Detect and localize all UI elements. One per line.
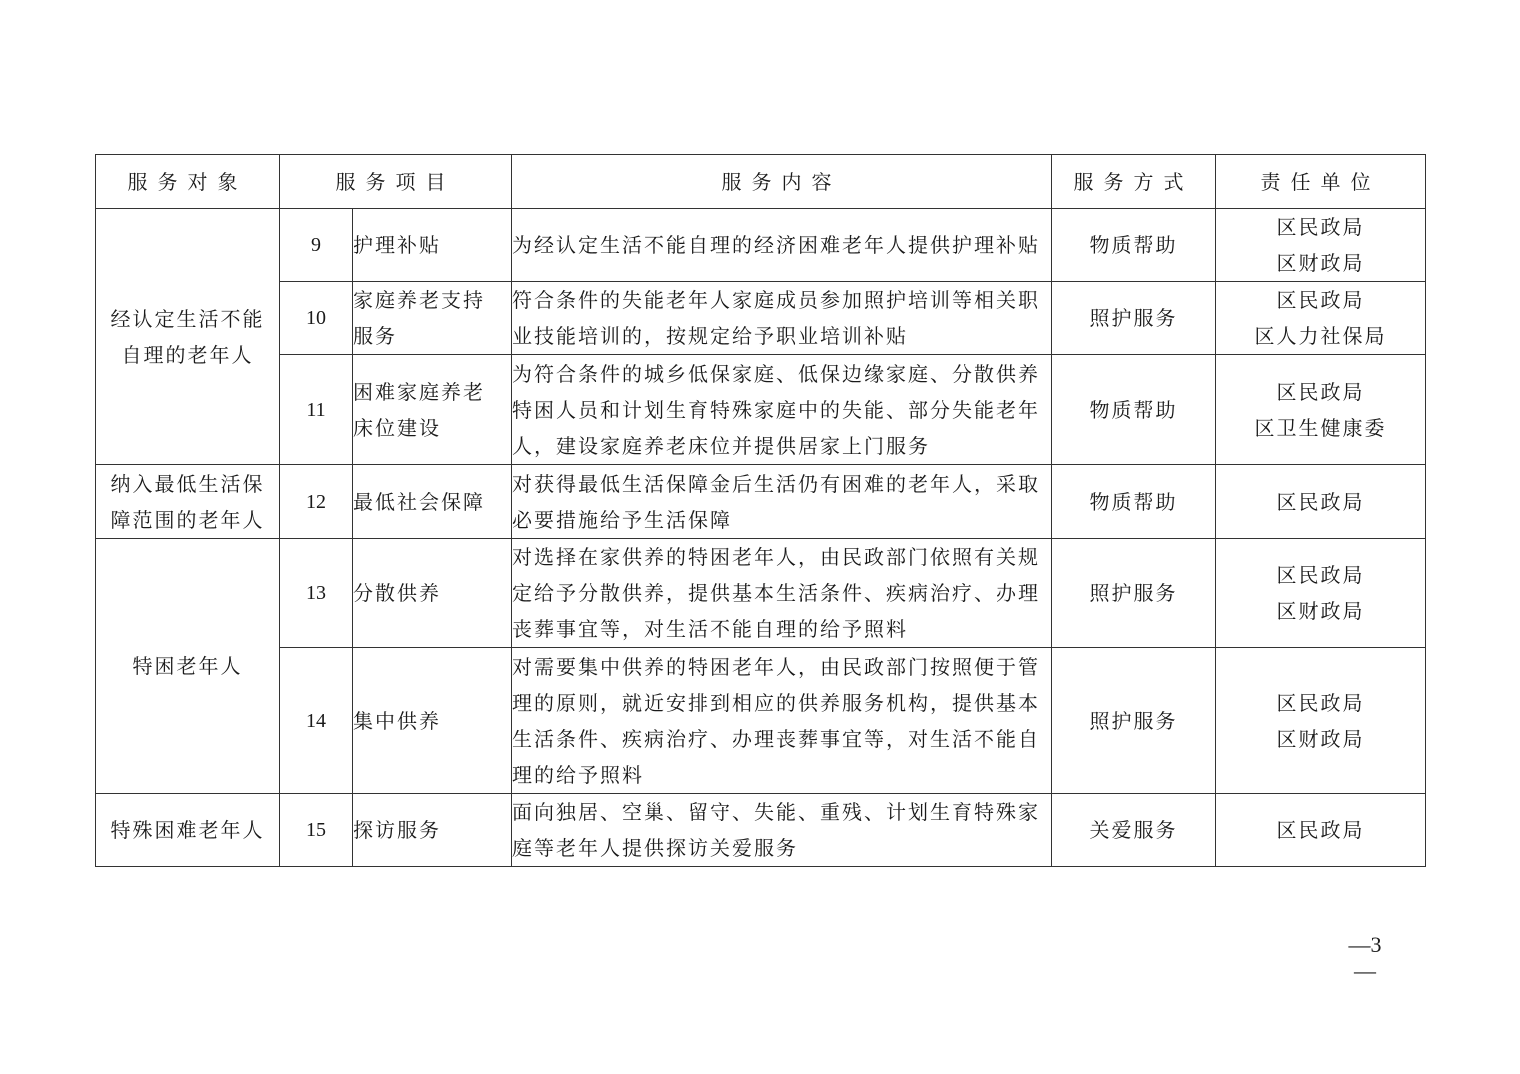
row-number: 14 [280,648,353,794]
table-row [96,465,1426,539]
service-content-cell: 对需要集中供养的特困老年人，由民政部门按照便于管 理的原则，就近安排到相应的供养服务机构，提供基本 生活条件、疾病治疗、办理丧葬事宜等，对生活不能自 理的给予照料 [512,648,1052,794]
service-object-cell: 纳入最低生活保 障范围的老年人 [96,465,280,539]
header-service-item: 服务项目 [280,155,512,209]
service-item-cell: 分散供养 [353,539,512,648]
service-object-cell: 特殊困难老年人 [96,794,280,867]
service-object-cell: 经认定生活不能 自理的老年人 [96,209,280,465]
service-method-cell: 照护服务 [1052,282,1216,355]
page-number: —3— [1348,932,1382,983]
row-number: 11 [280,355,353,465]
service-method-cell: 物质帮助 [1052,209,1216,282]
service-content-cell: 为经认定生活不能自理的经济困难老年人提供护理补贴 [512,209,1052,282]
table-row [96,539,1426,648]
responsible-unit-cell: 区民政局 [1216,794,1426,867]
service-object-cell: 特困老年人 [96,539,280,794]
row-number: 9 [280,209,353,282]
service-item-cell: 探访服务 [353,794,512,867]
service-item-cell: 困难家庭养老 床位建设 [353,355,512,465]
row-number: 12 [280,465,353,539]
header-responsible-unit: 责任单位 [1216,155,1426,209]
responsible-unit-cell: 区民政局 区财政局 [1216,539,1426,648]
service-item-cell: 家庭养老支持 服务 [353,282,512,355]
service-content-cell: 为符合条件的城乡低保家庭、低保边缘家庭、分散供养 特困人员和计划生育特殊家庭中的失能、部分失能老年 人，建设家庭养老床位并提供居家上门服务 [512,355,1052,465]
service-content-cell: 符合条件的失能老年人家庭成员参加照护培训等相关职 业技能培训的，按规定给予职业培训补贴 [512,282,1052,355]
table-row [96,355,1426,465]
header-service-content: 服务内容 [512,155,1052,209]
table-row [96,794,1426,867]
service-method-cell: 物质帮助 [1052,465,1216,539]
service-method-cell: 照护服务 [1052,539,1216,648]
header-service-method: 服务方式 [1052,155,1216,209]
service-content-cell: 对选择在家供养的特困老年人，由民政部门依照有关规 定给予分散供养，提供基本生活条件、疾病治疗、办理 丧葬事宜等，对生活不能自理的给予照料 [512,539,1052,648]
responsible-unit-cell: 区民政局 区人力社保局 [1216,282,1426,355]
header-service-object: 服务对象 [96,155,280,209]
service-method-cell: 关爱服务 [1052,794,1216,867]
table-row [96,209,1426,282]
service-item-cell: 集中供养 [353,648,512,794]
responsible-unit-cell: 区民政局 区财政局 [1216,648,1426,794]
service-item-cell: 最低社会保障 [353,465,512,539]
responsible-unit-cell: 区民政局 区卫生健康委 [1216,355,1426,465]
row-number: 10 [280,282,353,355]
row-number: 15 [280,794,353,867]
responsible-unit-cell: 区民政局 区财政局 [1216,209,1426,282]
service-table [95,154,1426,867]
service-method-cell: 照护服务 [1052,648,1216,794]
table-row [96,282,1426,355]
service-content-cell: 面向独居、空巢、留守、失能、重残、计划生育特殊家 庭等老年人提供探访关爱服务 [512,794,1052,867]
responsible-unit-cell: 区民政局 [1216,465,1426,539]
service-item-cell: 护理补贴 [353,209,512,282]
service-content-cell: 对获得最低生活保障金后生活仍有困难的老年人，采取 必要措施给予生活保障 [512,465,1052,539]
row-number: 13 [280,539,353,648]
service-method-cell: 物质帮助 [1052,355,1216,465]
table-header-row [96,155,1426,209]
table-row [96,648,1426,794]
